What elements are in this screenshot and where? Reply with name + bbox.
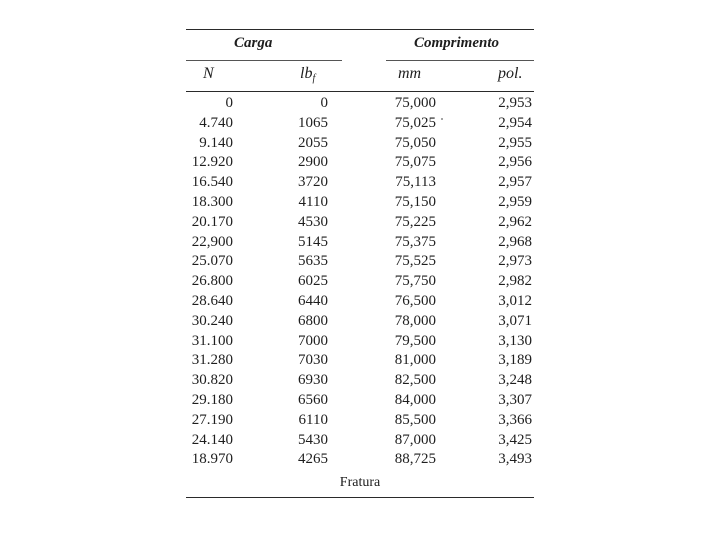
table-row [186, 351, 532, 371]
column-header-n: N [203, 65, 214, 82]
column-header-lbf-subscript: f [312, 73, 316, 84]
cell-length-mm: 81,000 [394, 352, 436, 369]
cell-length-mm: 75,750 [394, 273, 436, 290]
group-header-carga: Carga [234, 35, 273, 51]
cell-force-n: 22,900 [191, 233, 233, 250]
cell-force-lbf: 5635 [298, 253, 328, 270]
cell-length-pol: 3,425 [498, 431, 532, 448]
cell-length-mm: 82,500 [394, 372, 436, 389]
table-row [186, 292, 532, 312]
cell-length-pol: 2,955 [498, 134, 532, 151]
cell-length-pol: 2,954 [498, 114, 532, 131]
cell-force-lbf: 5145 [298, 233, 328, 250]
cell-length-pol: 2,957 [498, 174, 532, 191]
table-bottom-rule [186, 497, 534, 498]
cell-force-n: 18.970 [191, 451, 233, 468]
cell-force-n: 18.300 [191, 193, 233, 210]
table-row [186, 411, 532, 431]
group-header-comprimento: Comprimento [414, 35, 500, 51]
column-header-lbf-text: lb [300, 65, 313, 82]
table-row [186, 272, 532, 292]
cell-length-pol: 2,959 [498, 193, 532, 210]
comprimento-span-rule [386, 60, 534, 61]
cell-force-n: 12.920 [191, 154, 233, 171]
cell-length-mm: 75,113 [395, 174, 436, 191]
table-row [186, 193, 532, 213]
cell-force-lbf: 6025 [298, 273, 328, 290]
cell-length-mm: 85,500 [394, 411, 436, 428]
cell-force-n: 25.070 [191, 253, 233, 270]
cell-length-mm: 84,000 [394, 391, 436, 408]
cell-length-mm: 88,725 [394, 451, 436, 468]
cell-length-mm: 75,150 [394, 193, 436, 210]
cell-force-n: 30.820 [191, 372, 233, 389]
cell-force-n: 9.140 [199, 134, 233, 151]
fracture-label: Fratura [339, 475, 381, 490]
cell-force-lbf: 6440 [298, 292, 328, 309]
cell-length-pol: 3,307 [498, 391, 532, 408]
cell-force-n: 28.640 [191, 292, 233, 309]
table-top-rule [186, 29, 534, 30]
column-header-pol: pol. [498, 65, 523, 82]
cell-length-mm: 87,000 [394, 431, 436, 448]
cell-force-lbf: 6110 [298, 411, 328, 428]
carga-span-rule [186, 60, 342, 61]
table-row [186, 371, 532, 391]
cell-force-n: 4.740 [199, 114, 233, 131]
cell-length-pol: 2,962 [498, 213, 532, 230]
cell-length-mm: 76,500 [394, 292, 436, 309]
cell-length-mm: 75,025 [394, 114, 436, 131]
cell-length-pol: 3,012 [498, 292, 532, 309]
cell-force-n: 0 [225, 95, 233, 111]
cell-length-mm: 75,375 [394, 233, 436, 250]
table-row [186, 252, 532, 272]
cell-force-lbf: 1065 [298, 114, 328, 131]
cell-force-lbf: 2900 [298, 154, 328, 171]
cell-force-lbf: 4110 [298, 193, 328, 210]
cell-length-pol: 3,366 [498, 411, 532, 428]
table-row [186, 450, 532, 470]
cell-force-lbf: 4530 [298, 213, 328, 230]
cell-force-lbf: 2055 [298, 134, 328, 151]
cell-force-lbf: 6930 [298, 372, 328, 389]
cell-length-pol: 3,493 [498, 451, 532, 468]
cell-force-lbf: 7000 [298, 332, 328, 349]
column-header-mm: mm [398, 65, 422, 82]
cell-length-mm: 75,525 [394, 253, 436, 270]
data-table-body [186, 94, 532, 470]
header-bottom-rule [186, 91, 534, 92]
table-row [186, 332, 532, 352]
cell-force-n: 31.100 [191, 332, 233, 349]
cell-force-n: 24.140 [191, 431, 233, 448]
cell-force-lbf: 3720 [298, 174, 328, 191]
cell-force-n: 26.800 [191, 273, 233, 290]
cell-force-lbf: 4265 [298, 451, 328, 468]
cell-length-pol: 2,953 [498, 95, 532, 111]
table-row [186, 114, 532, 134]
table-row [186, 213, 532, 233]
cell-force-n: 30.240 [191, 312, 233, 329]
table-row [186, 431, 532, 451]
cell-force-lbf: 0 [320, 95, 328, 111]
cell-length-mm: 79,500 [394, 332, 436, 349]
table-row [186, 233, 532, 253]
cell-force-lbf: 7030 [298, 352, 328, 369]
cell-force-n: 20.170 [191, 213, 233, 230]
cell-length-pol: 2,956 [498, 154, 532, 171]
table-row [186, 134, 532, 154]
cell-length-pol: 3,130 [498, 332, 532, 349]
cell-length-pol: 3,189 [498, 352, 532, 369]
cell-length-mm: 75,075 [394, 154, 436, 171]
cell-force-lbf: 6800 [298, 312, 328, 329]
cell-force-n: 31.280 [191, 352, 233, 369]
cell-length-mm: 75,050 [394, 134, 436, 151]
cell-force-n: 16.540 [191, 174, 233, 191]
table-row [186, 153, 532, 173]
cell-force-lbf: 5430 [298, 431, 328, 448]
cell-force-n: 27.190 [191, 411, 233, 428]
scan-speck [441, 118, 443, 120]
cell-length-mm: 75,000 [394, 95, 436, 111]
cell-length-mm: 75,225 [394, 213, 436, 230]
cell-force-lbf: 6560 [298, 391, 328, 408]
cell-length-mm: 78,000 [394, 312, 436, 329]
table-row [186, 391, 532, 411]
table-row [186, 94, 532, 114]
cell-length-pol: 2,982 [498, 273, 532, 290]
table-row [186, 173, 532, 193]
column-header-lbf [300, 65, 315, 84]
cell-length-pol: 3,248 [498, 372, 532, 389]
cell-length-pol: 2,968 [498, 233, 532, 250]
cell-length-pol: 3,071 [498, 312, 532, 329]
data-table [186, 94, 532, 470]
cell-length-pol: 2,973 [498, 253, 532, 270]
cell-force-n: 29.180 [191, 391, 233, 408]
table-row [186, 312, 532, 332]
